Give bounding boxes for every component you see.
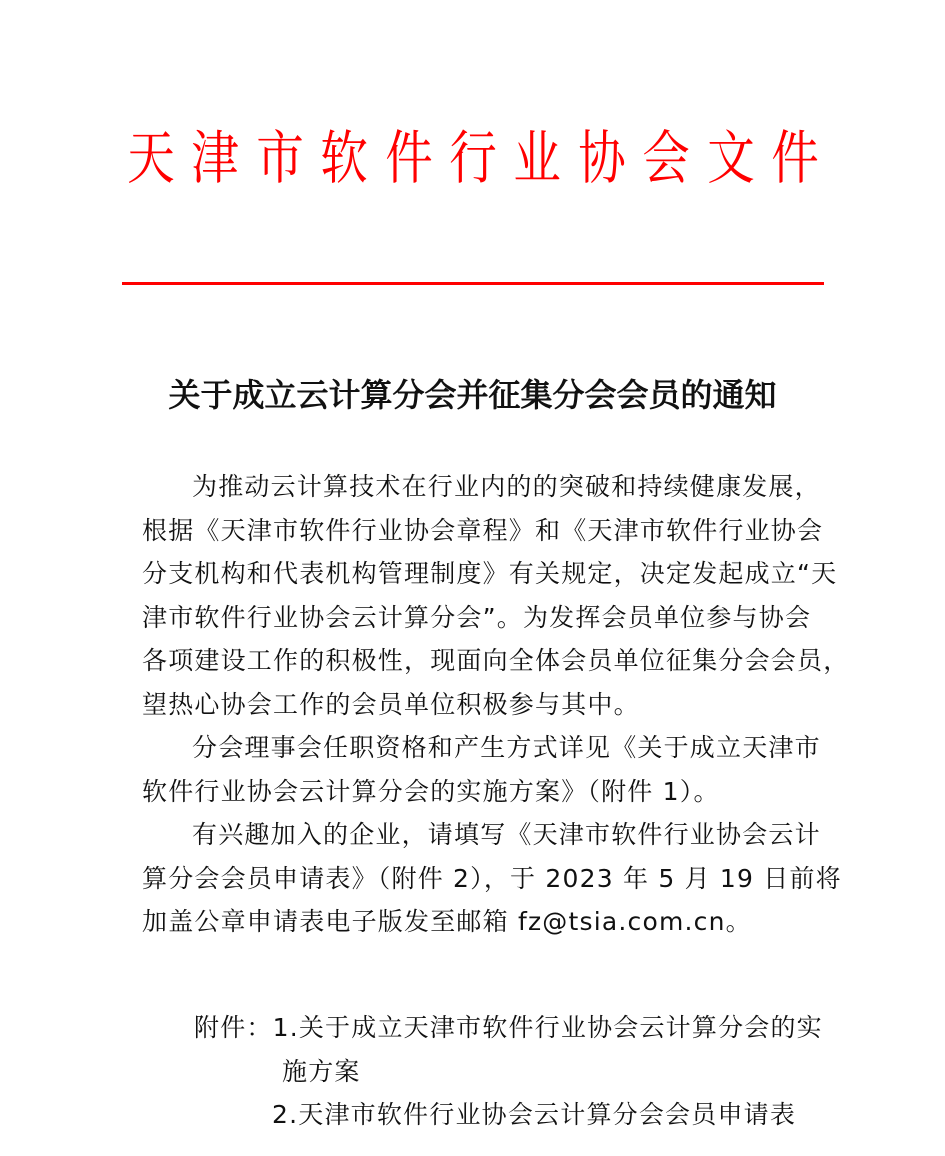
attachment-item-1 [194,1006,823,1050]
paragraph-line: 望热心协会工作的会员单位积极参与其中。 [142,689,640,719]
paragraph-line: 津市软件行业协会云计算分会”。为发挥会员单位参与协会 [142,602,812,632]
attachment-item-2: 2.天津市软件行业协会云计算分会会员申请表 [272,1100,797,1129]
masthead-char: 津 [191,124,240,192]
document-title: 关于成立云计算分会并征集分会会员的通知 [168,376,777,414]
masthead-char: 协 [577,124,626,192]
paragraph-line: 分会理事会任职资格和产生方式详见《关于成立天津市 [192,733,821,762]
paragraph-line: 根据《天津市软件行业协会章程》和《天津市软件行业协会 [142,515,824,545]
masthead-char: 行 [449,124,497,192]
attachments-label: 附件： [194,1013,273,1042]
paragraph-line: 分支机构和代表机构管理制度》有关规定，决定发起成立“天 [142,559,838,588]
paragraph-line: 有兴趣加入的企业，请填写《天津市软件行业协会云计 [192,820,821,849]
attachments-list [194,1006,823,1137]
document-masthead [122,118,824,198]
masthead-char: 件 [384,124,433,192]
masthead-char: 文 [706,124,755,192]
paragraph-line: 算分会会员申请表》（附件 2），于 2023 年 5 月 19 日前将 [142,863,842,893]
red-divider-rule [122,282,824,285]
attachment-title: 1.关于成立天津市软件行业协会云计算分会的实 [272,1013,823,1042]
paragraph-line: 各项建设工作的积极性，现面向全体会员单位征集分会会员， [142,646,850,675]
masthead-char: 天 [127,124,175,192]
masthead-char: 市 [256,124,304,192]
masthead-char: 业 [513,124,562,192]
paragraph-line: 为推动云计算技术在行业内的的突破和持续健康发展， [192,472,821,501]
masthead-char: 件 [771,124,819,192]
paragraph-line: 软件行业协会云计算分会的实施方案》（附件 1）。 [142,776,720,806]
masthead-char: 软 [320,124,368,192]
document-body [142,465,850,944]
masthead-char: 会 [642,124,690,192]
paragraph-line: 加盖公章申请表电子版发至邮箱 fz@tsia.com.cn。 [142,907,752,936]
attachment-item-1-continued: 施方案 [282,1056,361,1086]
